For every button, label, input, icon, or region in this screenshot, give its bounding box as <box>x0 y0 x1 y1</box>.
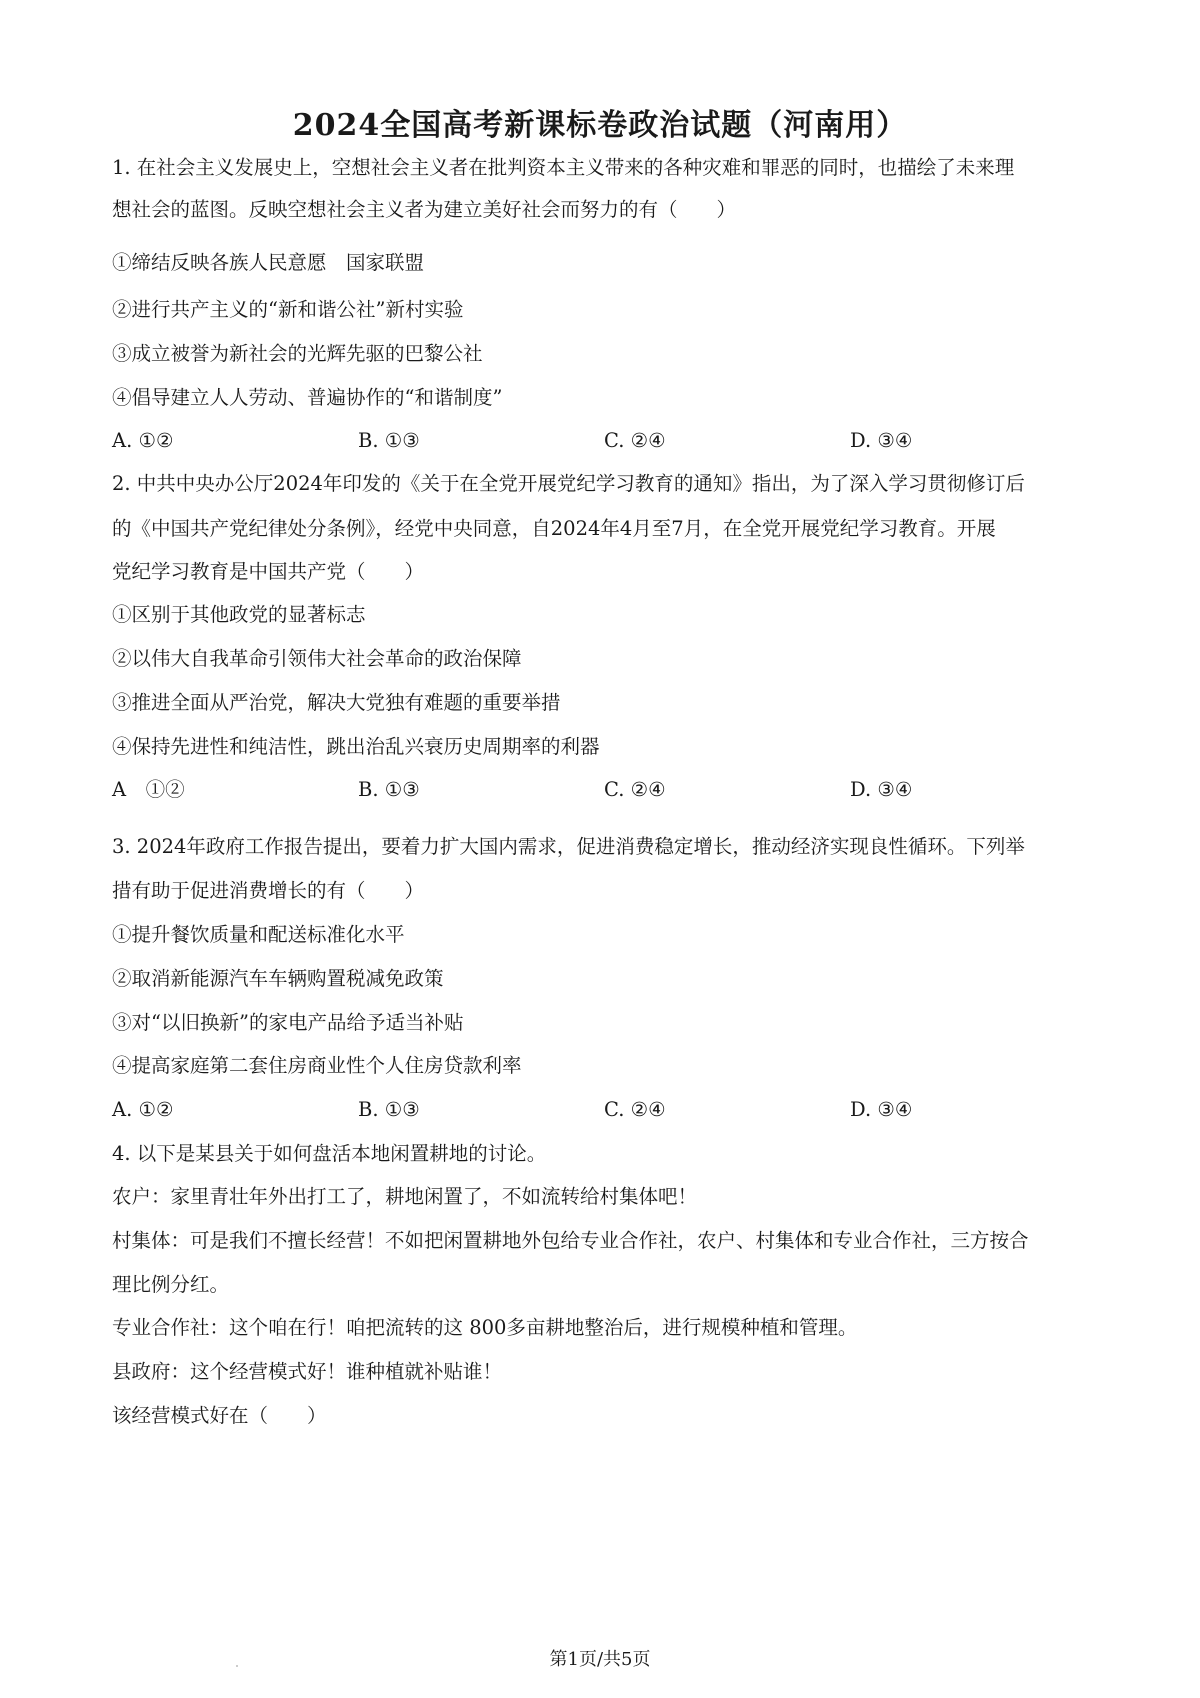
q2-stem-line-1: 2. 中共中央办公厅2024年印发的《关于在全党开展党纪学习教育的通知》指出，为了深入学习贯彻修订后 <box>112 472 1025 495</box>
q2-stem-line-3: 党纪学习教育是中国共产党（ ） <box>112 560 425 583</box>
q1-stem-line-2: 想社会的蓝图。反映空想社会主义者为建立美好社会而努力的有（ ） <box>112 198 737 221</box>
q3-option-c[interactable]: C. ②④ <box>604 1098 666 1121</box>
q3-option-d[interactable]: D. ③④ <box>850 1098 913 1121</box>
q3-stem-line-1: 3. 2024年政府工作报告提出，要着力扩大国内需求，促进消费稳定增长，推动经济实现良性循环。下列举 <box>112 835 1025 858</box>
q2-option-a[interactable]: A ①② <box>112 778 185 801</box>
q2-stem-line-2: 的《中国共产党纪律处分条例》，经党中央同意，自2024年4月至7月，在全党开展党纪学习教育。开展 <box>112 517 996 540</box>
q2-option-b[interactable]: B. ①③ <box>358 778 420 801</box>
page-title: 2024全国高考新课标卷政治试题（河南用） <box>292 108 908 143</box>
q1-option-d[interactable]: D. ③④ <box>850 429 913 452</box>
q2-option-c[interactable]: C. ②④ <box>604 778 666 801</box>
q4-stem: 4. 以下是某县关于如何盘活本地闲置耕地的讨论。 <box>112 1142 547 1165</box>
q3-option-b[interactable]: B. ①③ <box>358 1098 420 1121</box>
q3-item-2: ②取消新能源汽车车辆购置税减免政策 <box>112 967 444 990</box>
q1-item-4: ④倡导建立人人劳动、普遍协作的“和谐制度” <box>112 386 503 409</box>
q4-line-cooperative: 专业合作社：这个咱在行！咱把流转的这 800多亩耕地整治后，进行规模种植和管理。 <box>112 1316 858 1339</box>
q4-line-village-2: 理比例分红。 <box>112 1273 230 1296</box>
q2-item-4: ④保持先进性和纯洁性，跳出治乱兴衰历史周期率的利器 <box>112 735 600 758</box>
q3-stem-line-2: 措有助于促进消费增长的有（ ） <box>112 879 425 902</box>
q1-item-3: ③成立被誉为新社会的光辉先驱的巴黎公社 <box>112 342 483 365</box>
q1-stem-line-1: 1. 在社会主义发展史上，空想社会主义者在批判资本主义带来的各种灾难和罪恶的同时，也描绘了未来理 <box>112 156 1015 179</box>
q4-line-county: 县政府：这个经营模式好！谁种植就补贴谁！ <box>112 1360 503 1383</box>
q1-item-1: ①缔结反映各族人民意愿 国家联盟 <box>112 251 425 274</box>
q1-option-b[interactable]: B. ①③ <box>358 429 420 452</box>
q1-item-2: ②进行共产主义的“新和谐公社”新村实验 <box>112 298 464 321</box>
q1-option-a[interactable]: A. ①② <box>112 429 174 452</box>
q3-item-1: ①提升餐饮质量和配送标准化水平 <box>112 923 405 946</box>
q4-line-village-1: 村集体：可是我们不擅长经营！不如把闲置耕地外包给专业合作社，农户、村集体和专业合作社，三方按合 <box>112 1229 1029 1252</box>
q2-item-3: ③推进全面从严治党，解决大党独有难题的重要举措 <box>112 691 561 714</box>
q3-item-4: ④提高家庭第二套住房商业性个人住房贷款利率 <box>112 1054 522 1077</box>
q2-item-2: ②以伟大自我革命引领伟大社会革命的政治保障 <box>112 647 522 670</box>
q1-option-c[interactable]: C. ②④ <box>604 429 666 452</box>
q3-item-3: ③对“以旧换新”的家电产品给予适当补贴 <box>112 1011 464 1034</box>
q2-item-1: ①区别于其他政党的显著标志 <box>112 603 366 626</box>
q2-option-d[interactable]: D. ③④ <box>850 778 913 801</box>
q4-question: 该经营模式好在（ ） <box>112 1404 327 1427</box>
page-footer: 第1页/共5页 <box>549 1649 651 1670</box>
q4-line-farmer: 农户：家里青壮年外出打工了，耕地闲置了，不如流转给村集体吧！ <box>112 1185 698 1208</box>
q3-option-a[interactable]: A. ①② <box>112 1098 174 1121</box>
